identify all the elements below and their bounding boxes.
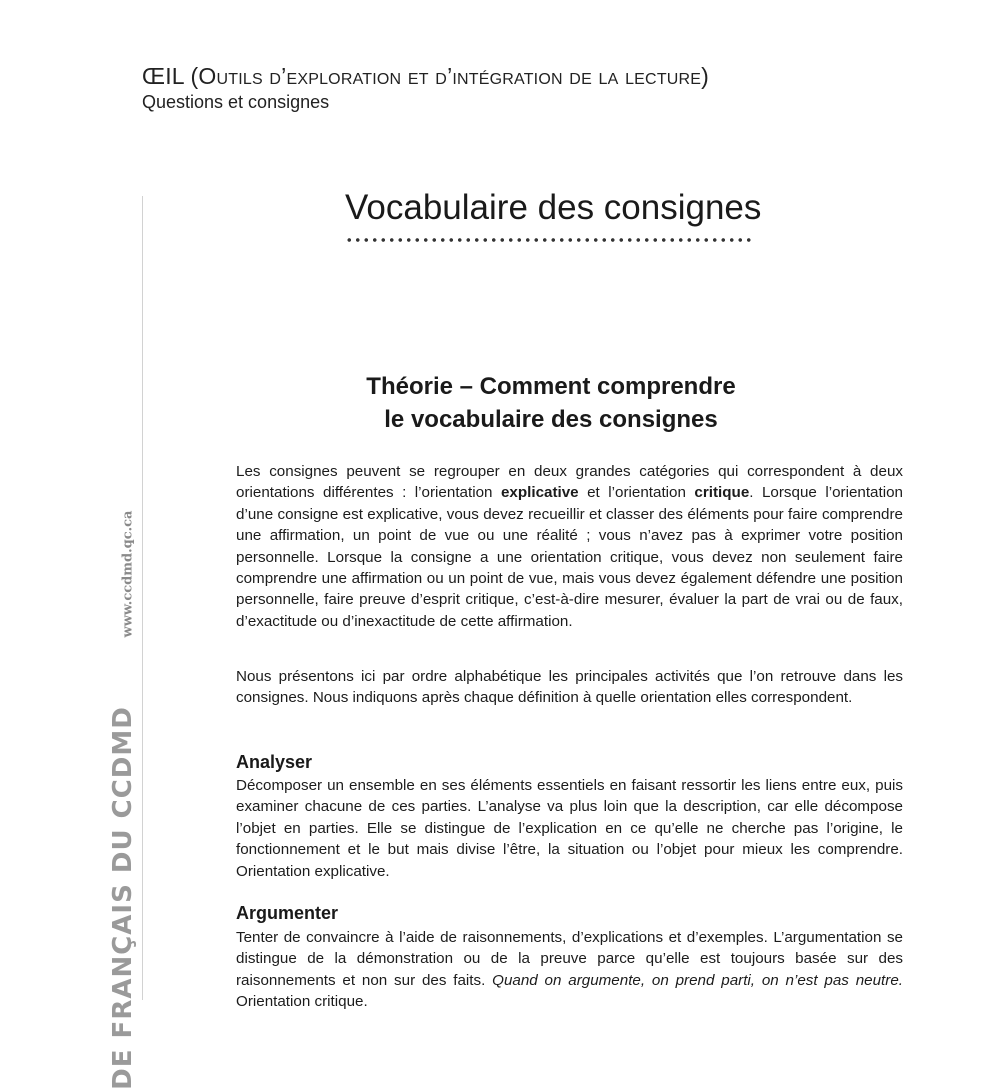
title-dotted-rule — [345, 237, 753, 243]
entry-definition-analyser: Décomposer un ensemble en ses éléments essentiels en faisant ressortir les liens entre eux, puis examiner chacune de ces parties. L’analyse va plus loin que la description, car elle décompose l’objet en parties. Elle se distingue de l’explication en ce qu’elle ne cherche pas l’origine, le fonctionnement et le but mais divise l’être, la situation ou l’objet pour mieux les comprendre. Orientation explicative. — [236, 777, 903, 880]
italic-remark: Quand on argumente, on prend parti, on n’est pas neutre. — [492, 971, 903, 989]
section-title — [236, 370, 866, 436]
sidebar-url: www.ccdmd.qc.ca — [120, 510, 136, 638]
margin-rule — [142, 196, 143, 1000]
page-title: Vocabulaire des consignes — [345, 188, 762, 227]
entry-term-argumenter: Argumenter — [236, 903, 339, 923]
series-subtitle: Questions et consignes — [142, 92, 330, 112]
intro-paragraph-1: Les consignes peuvent se regrouper en deux grandes catégories qui correspondent à deux orientations différentes : l’orientation explicative et l’orientation critique. Lorsque l’orientation d’une consigne est explicative, vous devez recueillir et classer des éléments pour faire comprendre une affirmation, un point de vue ou une réalité ; vous n’avez pas à exprimer votre position personnelle. Lorsque la consigne a une orientation critique, vous devez non seulement faire comprendre une affirmation ou un point de vue, mais vous devez également défendre une position personnelle, faire preuve d’esprit critique, c’est-à-dire mesurer, évaluer la part de vrai ou de faux, d’exactitude ou d’inexactitude de cette affirmation. — [236, 463, 903, 630]
term-critique: critique — [694, 484, 750, 502]
document-header — [142, 62, 709, 114]
intro-paragraph-2: Nous présentons ici par ordre alphabétique les principales activités que l’on retrouve dans les consignes. Nous indiquons après chaque définition à quelle orientation elles correspondent. — [236, 668, 903, 707]
series-title: ŒIL (Outils d’exploration et d’intégration de la lecture) — [142, 63, 710, 89]
section-title-line-2: le vocabulaire des consignes — [384, 406, 718, 433]
entry-term-analyser: Analyser — [236, 752, 313, 772]
term-explicative: explicative — [500, 484, 579, 502]
sidebar-brand: DE FRANÇAIS DU CCDMD — [108, 706, 138, 1090]
entry-definition-argumenter: Tenter de convaincre à l’aide de raisonnements, d’explications et d’exemples. L’argumentation se distingue de la démonstration ou de la preuve parce qu’elle est toujours basée sur des raisonnements et non sur des faits. Quand on argumente, on prend parti, on n’est pas neutre. Orientation critique. — [236, 929, 903, 1011]
section-title-line-1: Théorie – Comment comprendre — [366, 373, 736, 400]
